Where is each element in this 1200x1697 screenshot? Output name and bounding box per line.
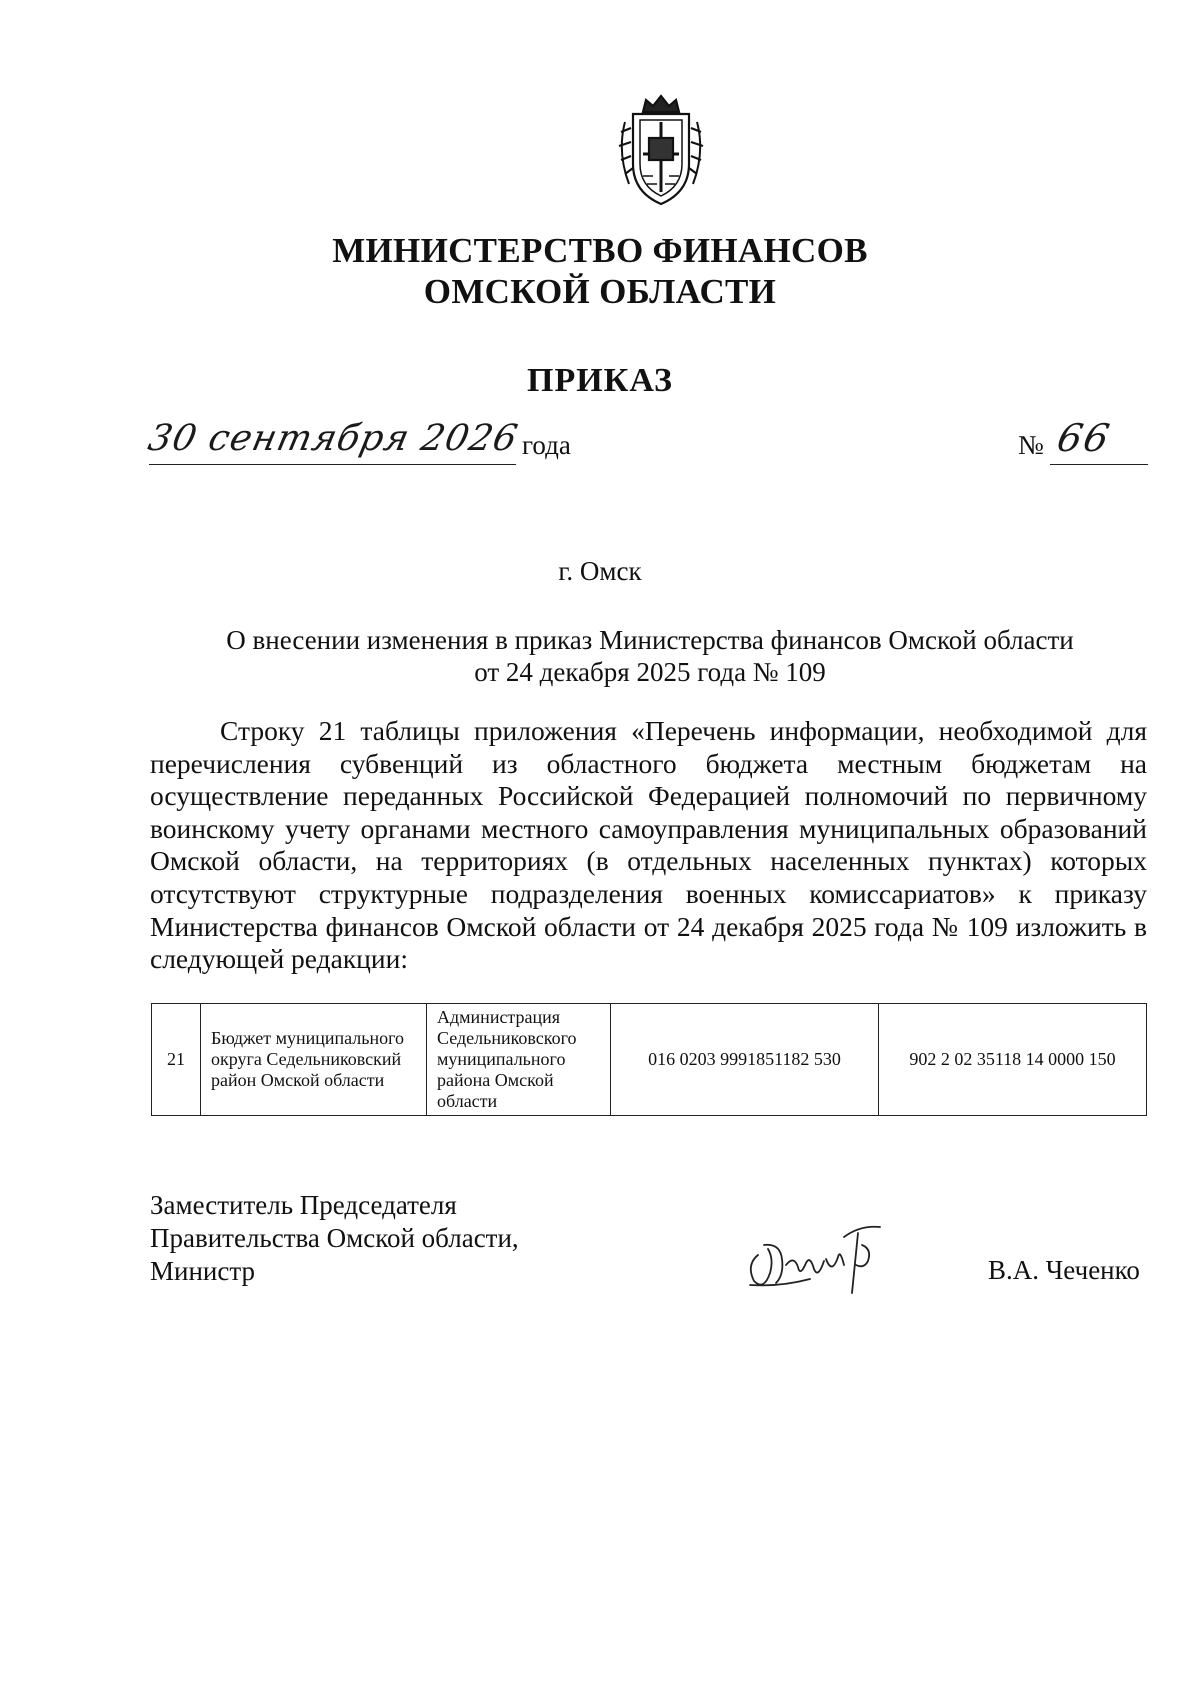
- signer-title-line-3: Министр: [150, 1256, 255, 1286]
- table-row: [152, 1004, 1147, 1116]
- coat-of-arms-icon: [613, 92, 709, 210]
- order-body: Строку 21 таблицы приложения «Перечень информации, необходимой для перечисления субвенций из областного бюджета местным бюджетам на осуществление переданных Российской Федерацией полномочий по первичному воинскому учету органами местного самоуправления муниципальных образований Омской области, на территориях (в отдельных населенных пунктах) которых отсутствуют структурные подразделения военных комиссариатов» к приказу Министерства финансов Омской области от 24 декабря 2025 года № 109 изложить в следующей редакции:: [150, 715, 1147, 975]
- ministry-line-2: ОМСКОЙ ОБЛАСТИ: [423, 272, 777, 311]
- ministry-name: [0, 230, 1200, 312]
- signer-name: В.А. Чеченко: [988, 1255, 1140, 1285]
- number-label: №: [1018, 430, 1044, 460]
- subject-line-2: от 24 декабря 2025 года № 109: [474, 657, 826, 687]
- cell-budget: Бюджет муниципального округа Седельниковский район Омской области: [201, 1004, 427, 1116]
- date-suffix: года: [522, 430, 571, 460]
- signer-title-line-2: Правительства Омской области,: [150, 1223, 519, 1253]
- subject-line-1: О внесении изменения в приказ Министерства финансов Омской области: [226, 625, 1074, 655]
- signer-title-line-1: Заместитель Председателя: [150, 1190, 457, 1220]
- order-table: [151, 1003, 1147, 1116]
- cell-row-number: 21: [152, 1004, 201, 1116]
- ministry-line-1: МИНИСТЕРСТВО ФИНАНСОВ: [332, 231, 868, 270]
- cell-expense-code: 016 0203 9991851182 530: [611, 1004, 879, 1116]
- cell-administrator: Администрация Седельниковского муниципального района Омской области: [427, 1004, 611, 1116]
- handwritten-signature-icon: [740, 1215, 890, 1295]
- handwritten-date: 30 сентября 2026: [144, 418, 522, 459]
- handwritten-number: 66: [1053, 416, 1116, 460]
- cell-revenue-code: 902 2 02 35118 14 0000 150: [879, 1004, 1147, 1116]
- city: г. Омск: [558, 556, 642, 586]
- order-subject: [150, 624, 1150, 688]
- signer-title: [150, 1189, 519, 1288]
- document-type: ПРИКАЗ: [527, 362, 673, 399]
